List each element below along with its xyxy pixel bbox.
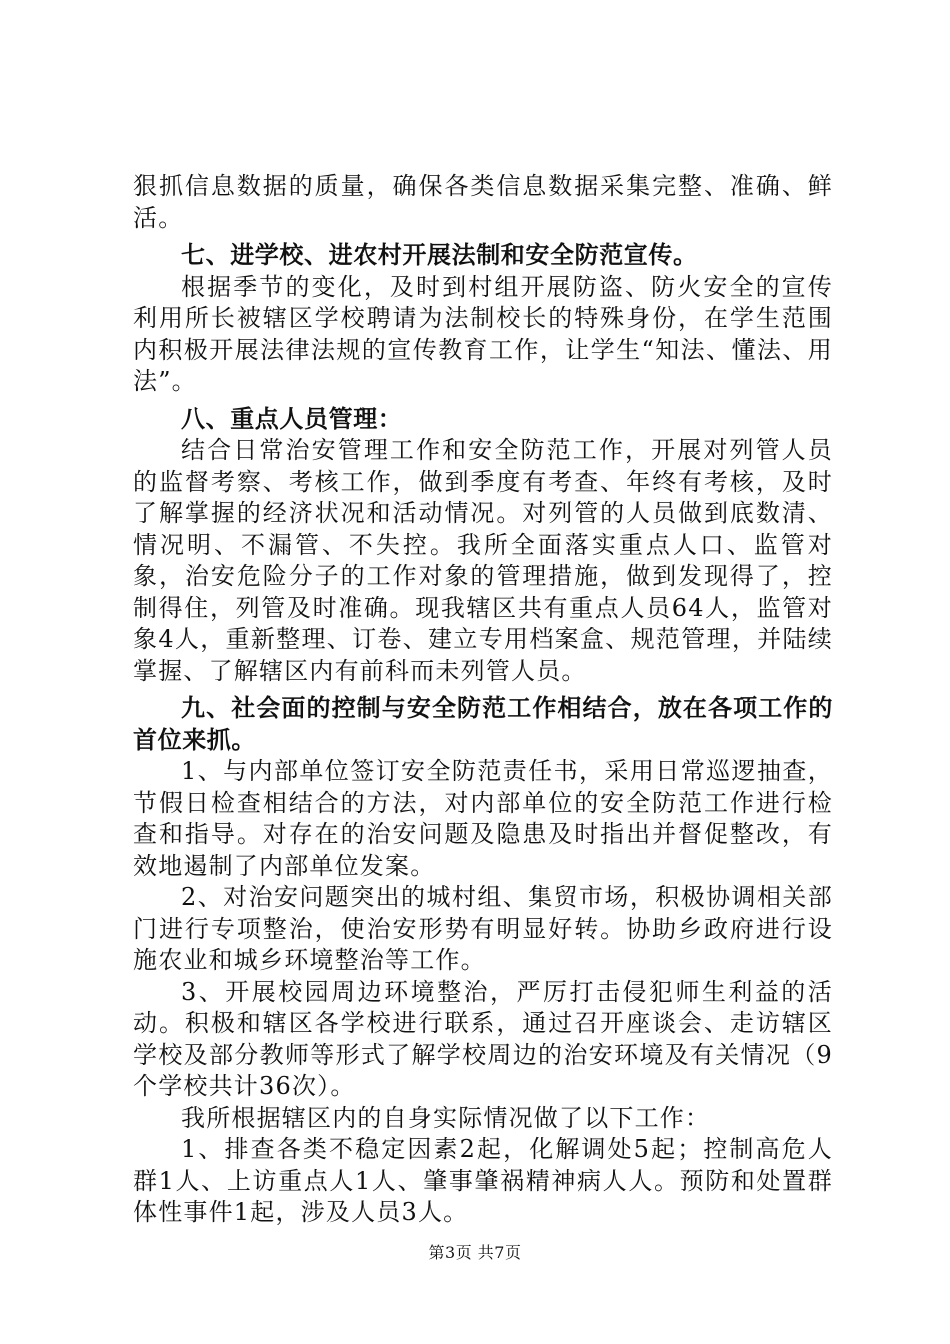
paragraph: 根据季节的变化，及时到村组开展防盗、防火安全的宣传利用所长被辖区学校聘请为法制校长的特殊身份，在学生范围内积极开展法律法规的宣传教育工作，让学生“知法、懂法、用法”。 bbox=[133, 272, 833, 395]
list-item: 2、对治安问题突出的城村组、集贸市场，积极协调相关部门进行专项整治，使治安形势有明显好转。协助乡政府进行设施农业和城乡环境整治等工作。 bbox=[133, 883, 833, 974]
section-heading-8: 八、重点人员管理： bbox=[181, 404, 403, 433]
section-heading-9: 九、社会面的控制与安全防范工作相结合，放在各项工作的首位来抓。 bbox=[133, 694, 833, 754]
page-number-footer: 第3页 共7页 bbox=[428, 1243, 522, 1262]
document-body bbox=[133, 171, 833, 1229]
paragraph: 我所根据辖区内的自身实际情况做了以下工作： bbox=[181, 1103, 711, 1132]
paragraph: 狠抓信息数据的质量，确保各类信息数据采集完整、准确、鲜活。 bbox=[133, 172, 833, 232]
section-heading-7: 七、进学校、进农村开展法制和安全防范宣传。 bbox=[181, 241, 698, 269]
list-item: 1、与内部单位签订安全防范责任书，采用日常巡逻抽查，节假日检查相结合的方法，对内部单位的安全防范工作进行检查和指导。对存在的治安问题及隐患及时指出并督促整改，有效地遏制了内部单位发案。 bbox=[133, 757, 833, 880]
list-item: 3、开展校园周边环境整治，严厉打击侵犯师生利益的活动。积极和辖区各学校进行联系，通过召开座谈会、走访辖区学校及部分教师等形式了解学校周边的治安环境及有关情况（9个学校共计36次）。 bbox=[133, 977, 833, 1100]
paragraph: 结合日常治安管理工作和安全防范工作，开展对列管人员的监督考察、考核工作，做到季度有考查、年终有考核，及时了解掌握的经济状况和活动情况。对列管的人员做到底数清、情况明、不漏管、不失控。我所全面落实重点人口、监管对象，治安危险分子的工作对象的管理措施，做到发现得了，控制得住，列管及时准确。现我辖区共有重点人员64人，监管对象4人，重新整理、订卷、建立专用档案盒、规范管理，并陆续掌握、了解辖区内有前科而未列管人员。 bbox=[133, 436, 833, 685]
list-item: 1、排查各类不稳定因素2起，化解调处5起；控制高危人群1人、上访重点人1人、肇事肇祸精神病人人。预防和处置群体性事件1起，涉及人员3人。 bbox=[133, 1135, 833, 1226]
